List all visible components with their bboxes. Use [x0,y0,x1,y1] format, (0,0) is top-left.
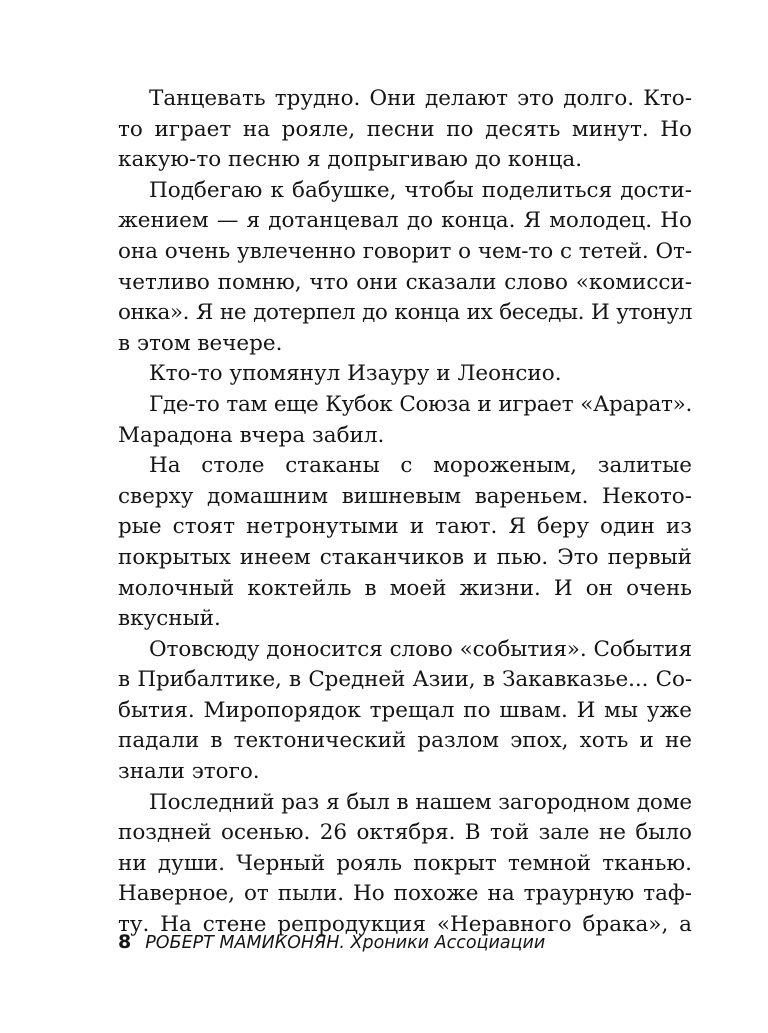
page-footer [118,931,692,953]
running-head: РОБЕРТ МАМИКОНЯН. Хроники Ассоциации [145,933,546,953]
text-line: Отовсюду доносится слово «события». События [149,636,692,662]
text-line: онка». Я не дотерпел до конца их беседы. И утонул [118,300,692,326]
text-line: Последний раз я был в нашем загородном доме [149,789,692,815]
text-line: поздней осенью. 26 октября. В той зале не было [118,820,692,846]
text-line: ни души. Черный рояль покрыт темной тканью. [118,850,692,876]
text-line: она очень увлеченно говорит о чем-то с тетей. От- [118,238,692,264]
text-line: молочный коктейль в моей жизни. И он очень [118,575,692,601]
text-line: Танцевать трудно. Они делают это долго. Кто- [149,86,692,111]
body-text [118,84,692,941]
page-number: 8 [118,931,132,953]
text-line: вкусный. [118,606,221,632]
text-line: Наверное, от пыли. Но похоже на траурную таф- [118,881,692,907]
text-line: падали в тектонический разлом эпох, хоть и не [118,728,692,754]
text-line: Подбегаю к бабушке, чтобы поделиться дости- [149,177,692,203]
text-line: какую-то песню я допрыгиваю до конца. [118,147,583,173]
text-line: покрытых инеем стаканчиков и пью. Это первый [118,544,692,570]
text-line: в Прибалтике, в Средней Азии, в Закавказье... Со- [118,667,692,693]
text-line: Кто-то упомянул Изауру и Леонсио. [149,361,562,387]
text-line: в этом вечере. [118,330,283,356]
text-line: знали этого. [118,759,260,785]
text-line: жением — я дотанцевал до конца. Я молодец. Но [118,208,692,234]
text-line: то играет на рояле, песни по десять минут. Но [118,116,692,142]
text-line: ту. На стене репродукция «Неравного брака», а [118,912,692,938]
text-line: бытия. Миропорядок трещал по швам. И мы уже [118,697,692,723]
text-line: рые стоят нетронутыми и тают. Я беру один из [118,514,692,540]
text-line: Марадона вчера забил. [118,422,385,448]
text-line: сверху домашним вишневым вареньем. Некото- [118,483,692,509]
text-line: На столе стаканы с мороженым, залитые [149,453,692,479]
text-line: четливо помню, что они сказали слово «комисси- [118,269,692,295]
text-line: Где-то там еще Кубок Союза и играет «Арарат». [149,391,692,417]
